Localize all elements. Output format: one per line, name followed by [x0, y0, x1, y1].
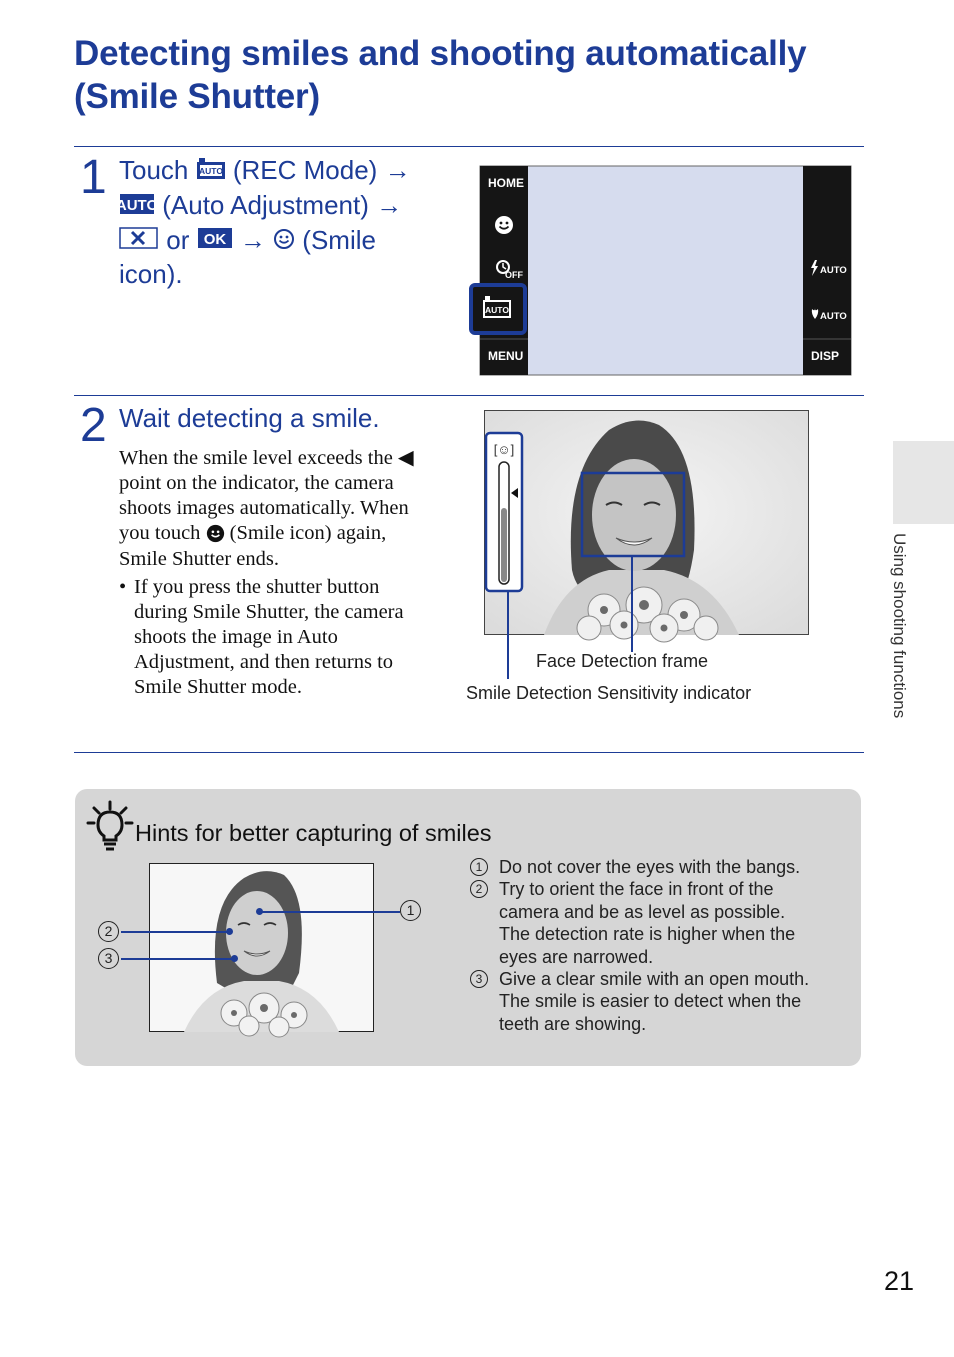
hints-list	[470, 856, 850, 1035]
divider	[74, 752, 864, 753]
camera-screen	[480, 166, 851, 375]
side-tab-text: Using shooting functions	[890, 533, 909, 719]
svg-text:OFF: OFF	[505, 270, 523, 280]
callout-dot	[231, 955, 238, 962]
hint-item	[470, 968, 850, 1035]
menu-button[interactable]: MENU	[488, 349, 524, 363]
hints-photo	[149, 863, 374, 1032]
svg-text:AUTO: AUTO	[198, 166, 223, 177]
svg-text:AUTO: AUTO	[820, 311, 847, 322]
step-1-touch: Touch	[119, 155, 189, 185]
callout-dot	[256, 908, 263, 915]
text-line: If you press the shutter button	[134, 575, 380, 598]
smile-icon[interactable]	[493, 214, 515, 241]
disp-button[interactable]: DISP	[811, 349, 840, 363]
bullet-item	[119, 575, 459, 700]
rec-mode-icon[interactable]	[196, 155, 226, 189]
step-1-smile: (Smile	[302, 224, 376, 255]
svg-text:OK: OK	[203, 231, 226, 249]
step-1-rec-mode: (REC Mode)	[232, 155, 378, 185]
hint-item	[470, 878, 850, 968]
text-line: Adjustment, and then returns to	[134, 650, 394, 673]
side-tab-label	[883, 533, 913, 773]
text-line: Give a clear smile with an open mouth.	[499, 969, 810, 990]
text-line: teeth are showing.	[499, 1013, 647, 1034]
step-1-number: 1	[80, 151, 107, 204]
hint-number: 1	[470, 858, 488, 876]
face-detection-frame-label: Face Detection frame	[536, 651, 709, 671]
page-number: 21	[884, 1266, 915, 1296]
arrow: →	[239, 224, 266, 255]
callout-dot	[226, 928, 233, 935]
smile-icon[interactable]	[273, 225, 295, 258]
callout-number: 2	[98, 921, 119, 942]
leader-line	[631, 557, 633, 652]
callout-1	[400, 900, 421, 921]
text-line: When the smile level exceeds the ◀	[119, 447, 414, 469]
text-segment: (Smile icon) again,	[229, 522, 387, 544]
hints-heading: Hints for better capturing of smiles	[135, 820, 492, 846]
hint-item	[470, 856, 850, 878]
text-line: shoots the image in Auto	[134, 625, 338, 648]
text-line: Do not cover the eyes with the bangs.	[499, 857, 801, 877]
step-1-auto-adjustment: (Auto Adjustment)	[162, 190, 369, 221]
title-line-2: (Smile Shutter)	[74, 77, 320, 116]
text-line: Try to orient the face in front of the	[499, 879, 774, 900]
text-line: Smile Shutter ends.	[119, 547, 280, 570]
leader-line	[121, 958, 234, 960]
title-line-1: Detecting smiles and shooting automatically	[74, 34, 807, 73]
svg-text:AUTO: AUTO	[115, 196, 159, 214]
text-line: Smile Shutter mode.	[134, 675, 302, 698]
text-line: camera and be as level as possible.	[499, 901, 786, 922]
divider	[74, 395, 864, 396]
text-line: eyes are narrowed.	[499, 946, 654, 967]
side-tab	[893, 441, 954, 524]
callout-3	[98, 948, 119, 969]
macro-auto-icon[interactable]	[810, 304, 846, 327]
step-1-icon-text: icon).	[119, 259, 183, 290]
leader-line	[507, 591, 509, 679]
arrow: →	[376, 190, 403, 221]
auto-adjustment-icon[interactable]	[115, 191, 159, 224]
flash-auto-icon[interactable]	[810, 259, 846, 282]
leader-line	[259, 911, 400, 913]
close-icon[interactable]	[119, 225, 159, 258]
sensitivity-indicator-label: Smile Detection Sensitivity indicator	[466, 683, 752, 703]
text-line: The smile is easier to detect when the	[499, 991, 802, 1012]
step-2-heading: Wait detecting a smile.	[119, 403, 380, 433]
svg-text:[☺]: [☺]	[493, 442, 515, 457]
step-2-number: 2	[80, 399, 107, 452]
divider	[74, 146, 864, 147]
leader-line	[121, 931, 229, 933]
lightbulb-icon	[86, 799, 134, 860]
arrow: →	[384, 155, 411, 185]
step-1-or: or	[166, 224, 190, 255]
svg-text:AUTO: AUTO	[485, 305, 509, 315]
text-line: point on the indicator, the camera	[119, 472, 394, 494]
text-line: shoots images automatically. When	[119, 497, 409, 519]
smile-icon	[206, 522, 225, 547]
step-1-instruction	[115, 154, 449, 291]
text-line: The detection rate is higher when the	[499, 924, 796, 945]
callout-number: 1	[400, 900, 421, 921]
self-timer-off-icon[interactable]	[495, 258, 527, 285]
smile-detection-photo	[484, 410, 809, 635]
callout-2	[98, 921, 119, 942]
hint-number: 2	[470, 880, 488, 898]
text-segment: you touch	[119, 522, 201, 544]
rec-mode-button-highlight[interactable]	[469, 283, 527, 335]
hint-number: 3	[470, 970, 488, 988]
bullet-mark: •	[119, 575, 127, 598]
callout-number: 3	[98, 948, 119, 969]
page-title	[74, 32, 874, 118]
step-2-description	[119, 446, 459, 700]
text-line: during Smile Shutter, the camera	[134, 600, 404, 623]
home-button[interactable]: HOME	[488, 176, 524, 190]
svg-text:AUTO: AUTO	[820, 265, 847, 276]
ok-icon[interactable]	[197, 225, 233, 258]
